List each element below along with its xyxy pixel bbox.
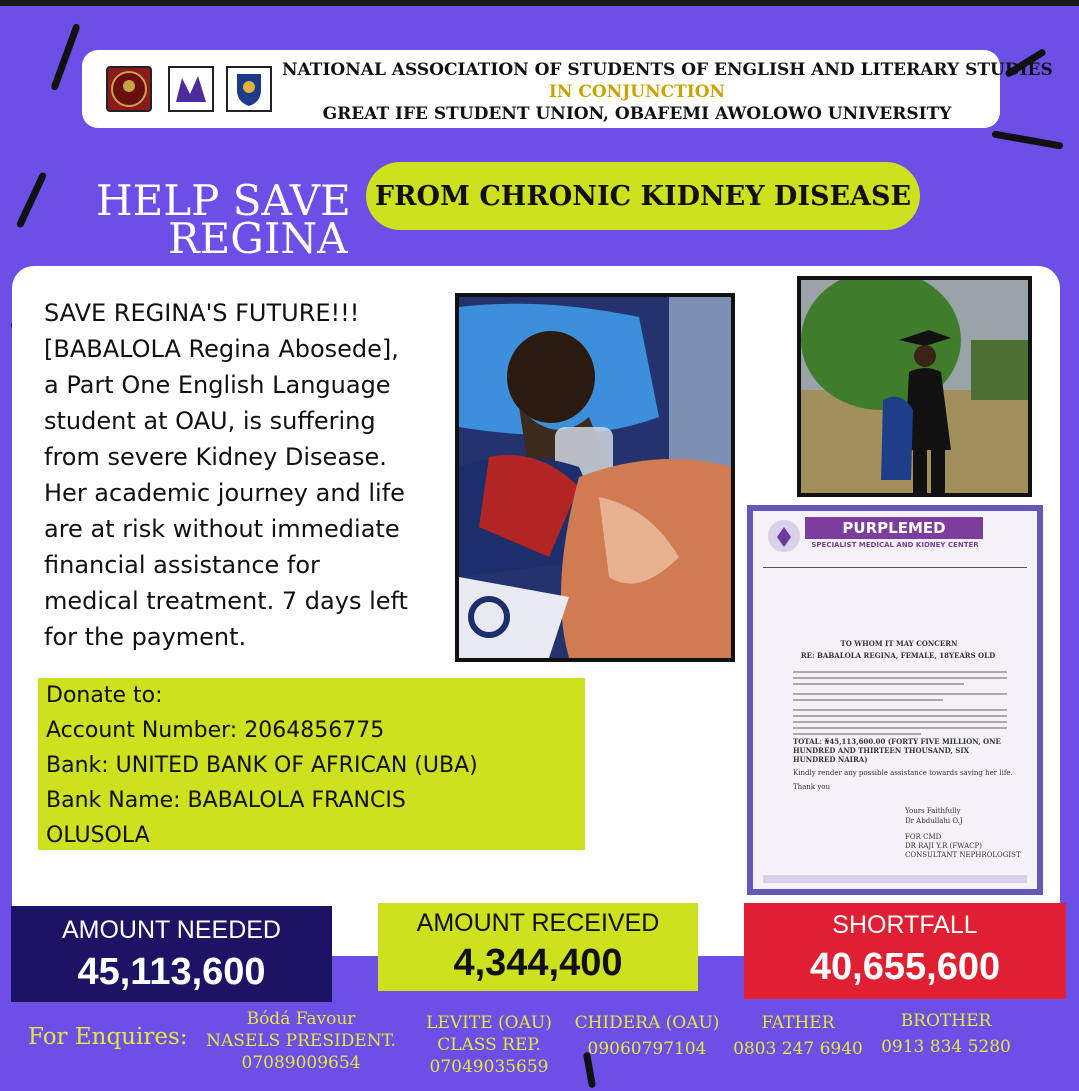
story-line: financial assistance for — [44, 551, 320, 579]
story-line: from severe Kidney Disease. — [44, 443, 387, 471]
document-footer — [763, 875, 1027, 883]
amount-needed-label: AMOUNT NEEDED — [61, 916, 281, 944]
purplemed-logo-icon — [765, 517, 803, 555]
contact-levite — [414, 1012, 564, 1078]
contact-phone[interactable]: 0803 247 6940 — [733, 1039, 863, 1059]
donate-heading: Donate to: — [46, 683, 163, 708]
contact-role: CLASS REP. — [437, 1035, 541, 1055]
contact-boda-favour — [206, 1008, 396, 1074]
decor-stroke — [16, 171, 48, 228]
header-banner — [82, 50, 1053, 128]
graduation-photo — [797, 276, 1032, 497]
bank-name-line-1: Bank Name: BABALOLA FRANCIS — [46, 788, 406, 813]
contact-brother — [878, 1010, 1014, 1058]
document-body-lines — [793, 667, 1007, 739]
donate-box — [38, 678, 585, 850]
contact-phone[interactable]: 07049035659 — [429, 1057, 549, 1077]
story-text — [44, 295, 444, 655]
contact-name: LEVITE (OAU) — [426, 1013, 552, 1033]
contact-phone[interactable]: 0913 834 5280 — [881, 1037, 1011, 1057]
document-thanks: Thank you — [793, 783, 831, 791]
document-brand: PURPLEMED — [805, 517, 983, 539]
great-ife-logo — [106, 66, 152, 112]
story-line: student at OAU, is suffering — [44, 407, 376, 435]
amount-received-box — [378, 903, 698, 991]
document-sign-1: Yours Faithfully — [905, 807, 961, 815]
bank: Bank: UNITED BANK OF AFRICAN (UBA) — [46, 753, 478, 778]
document-sign-3: FOR CMD — [905, 833, 942, 841]
contact-phone[interactable]: 07089009654 — [241, 1053, 361, 1073]
contact-name: BROTHER — [900, 1011, 992, 1031]
contact-father — [730, 1012, 866, 1060]
story-line: are at risk without immediate — [44, 515, 400, 543]
story-line: for the payment. — [44, 623, 247, 651]
contact-name: CHIDERA (OAU) — [574, 1013, 720, 1033]
hospital-photo — [455, 293, 735, 662]
subtitle-pill: FROM CHRONIC KIDNEY DISEASE — [366, 162, 920, 230]
decor-stroke — [50, 23, 81, 91]
account-number: Account Number: 2064856775 — [46, 718, 385, 743]
contact-name: FATHER — [761, 1013, 835, 1033]
document-brand-sub: SPECIALIST MEDICAL AND KIDNEY CENTER — [811, 541, 979, 549]
document-heading: TO WHOM IT MAY CONCERN — [840, 639, 958, 648]
story-line: [BABALOLA Regina Abosede], — [44, 335, 399, 363]
top-border — [0, 0, 1079, 6]
header-line-3: GREAT IFE STUDENT UNION, OBAFEMI AWOLOWO UNIVERSITY — [322, 104, 952, 124]
shortfall-value: 40,655,600 — [809, 946, 1001, 988]
amount-needed-value: 45,113,600 — [77, 951, 266, 993]
document-sign-5: CONSULTANT NEPHROLOGIST — [905, 851, 1021, 859]
document-closing: Kindly render any possible assistance towards saving her life. — [793, 769, 1013, 777]
document-page — [753, 511, 1037, 889]
document-sign-2: Dr Abdullahi O.J — [905, 817, 963, 825]
contact-chidera — [572, 1012, 722, 1060]
nasels-logo — [168, 66, 214, 112]
amount-needed-box — [11, 906, 332, 1002]
header-line-1: NATIONAL ASSOCIATION OF STUDENTS OF ENGLISH AND LITERARY STUDIES — [282, 60, 1053, 80]
header-line-2: IN CONJUNCTION — [548, 82, 726, 102]
story-line: a Part One English Language — [44, 371, 391, 399]
shortfall-label: SHORTFALL — [832, 911, 978, 939]
title-line-1: HELP SAVE — [96, 176, 351, 225]
document-re: RE: BABALOLA REGINA, FEMALE, 18YEARS OLD — [800, 651, 996, 660]
story-line: medical treatment. 7 days left — [44, 587, 408, 615]
bank-name-line-2: OLUSOLA — [46, 823, 150, 848]
contact-role: NASELS PRESIDENT. — [206, 1031, 396, 1051]
document-sign-4: DR RAJI Y.R (FWACP) — [905, 842, 982, 850]
contact-name: Bódá Favour — [246, 1009, 356, 1029]
story-line: SAVE REGINA'S FUTURE!!! — [44, 299, 360, 327]
enquiries-label: For Enquires: — [28, 1024, 188, 1050]
amount-received-value: 4,344,400 — [453, 942, 623, 984]
title-line-2: REGINA — [168, 214, 348, 263]
story-line: Her academic journey and life — [44, 479, 405, 507]
decor-stroke — [991, 130, 1063, 149]
contact-phone[interactable]: 09060797104 — [587, 1039, 707, 1059]
amount-received-label: AMOUNT RECEIVED — [416, 909, 660, 937]
oau-crest-logo — [226, 66, 272, 112]
document-total: TOTAL: ₦45,113,600.00 (FORTY FIVE MILLION, ONE HUNDRED AND THIRTEEN THOUSAND, SIX HUNDRED NAIRA) — [793, 737, 1001, 764]
medical-document — [747, 505, 1043, 895]
shortfall-box — [744, 903, 1066, 999]
